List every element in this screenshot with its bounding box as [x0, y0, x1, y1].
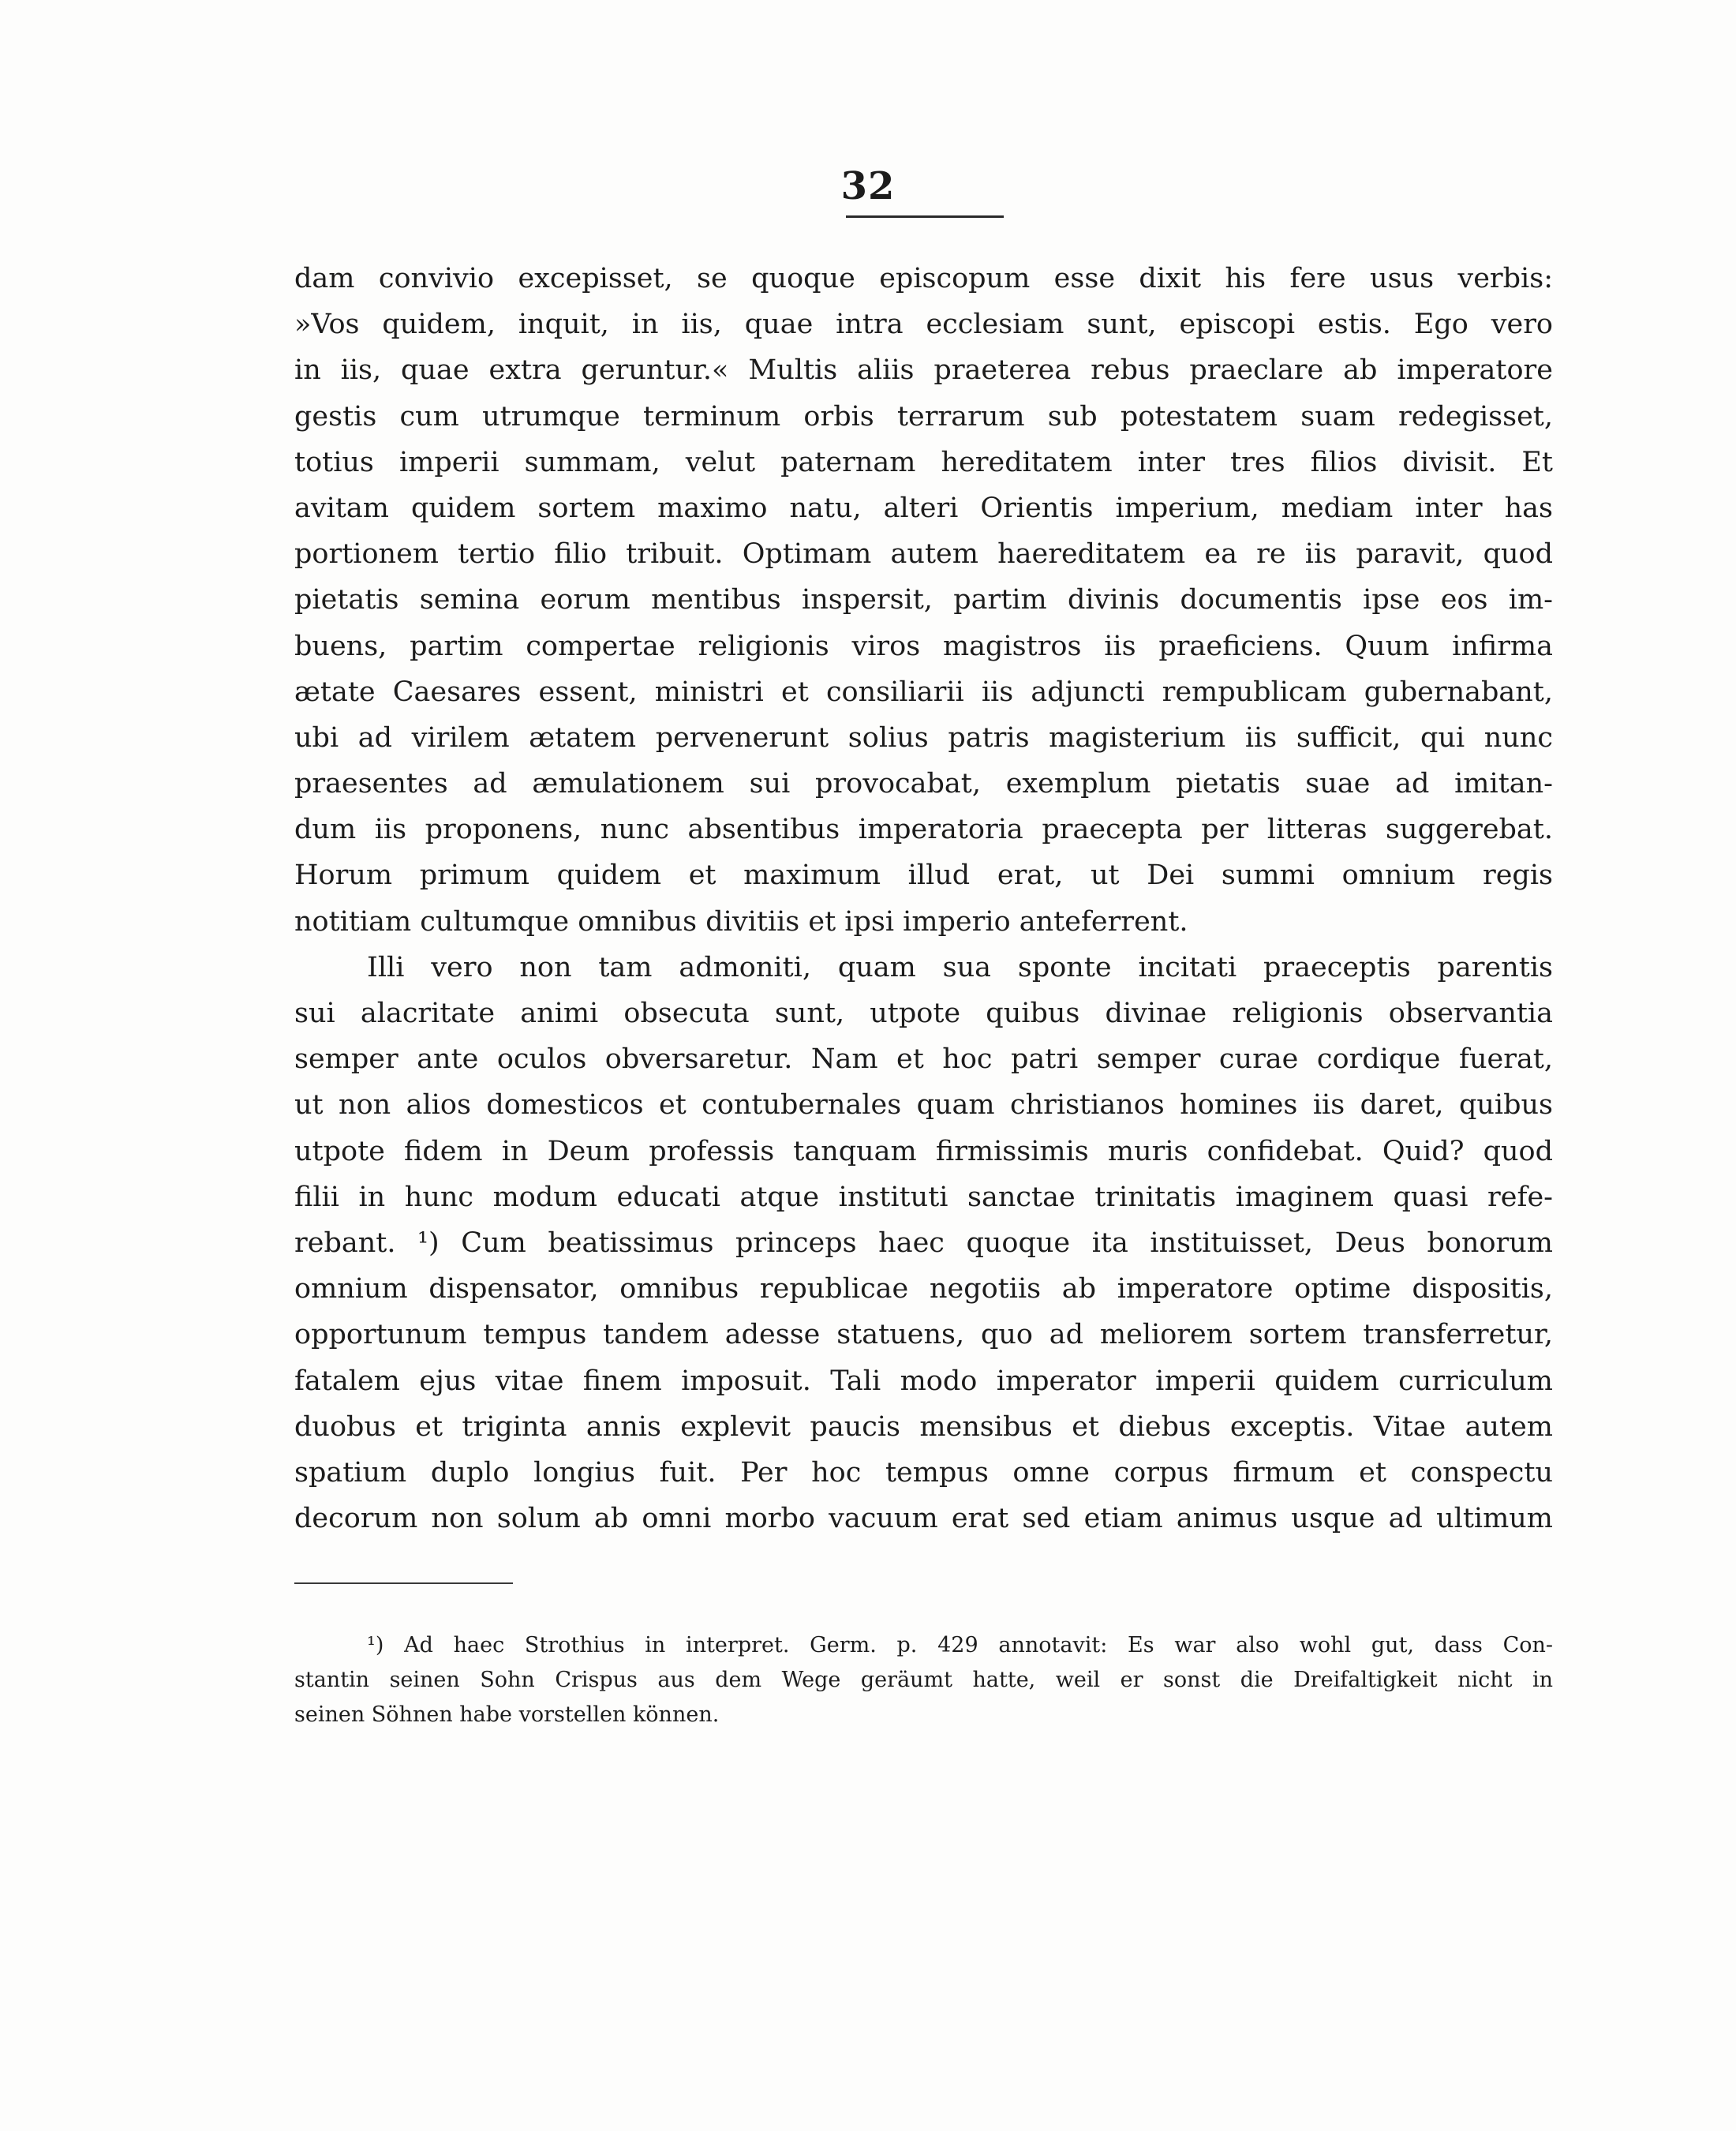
footnote-line: stantin seinen Sohn Crispus aus dem Wege geräumt hatte, weil er sonst die Dreifaltigkeit nicht in: [294, 1668, 1553, 1692]
text-line: dum iis proponens, nunc absentibus imperatoria praecepta per litteras suggerebat.: [294, 814, 1553, 846]
text-line: fatalem ejus vitae finem imposuit. Tali modo imperator imperii quidem curriculum: [294, 1365, 1553, 1397]
text-line: buens, partim compertae religionis viros magistros iis praeficiens. Quum infirma: [294, 630, 1553, 662]
footnote-rule: [294, 1582, 513, 1584]
text-line: Horum primum quidem et maximum illud erat, ut Dei summi omnium regis: [294, 860, 1553, 892]
text-line: semper ante oculos obversaretur. Nam et hoc patri semper curae cordique fuerat,: [294, 1043, 1553, 1076]
text-line: gestis cum utrumque terminum orbis terrarum sub potestatem suam redegisset,: [294, 400, 1553, 433]
text-line: ætate Caesares essent, ministri et consiliarii iis adjuncti rempublicam gubernabant,: [294, 676, 1553, 708]
text-line: dam convivio excepisset, se quoque episcopum esse dixit his fere usus verbis:: [294, 263, 1553, 294]
text-line: avitam quidem sortem maximo natu, alteri Orientis imperium, mediam inter has: [294, 492, 1553, 524]
text-line: opportunum tempus tandem adesse statuens, quo ad meliorem sortem transferretur,: [294, 1319, 1553, 1351]
text-line: notitiam cultumque omnibus divitiis et ipsi imperio anteferrent.: [294, 905, 1188, 938]
text-line: sui alacritate animi obsecuta sunt, utpote quibus divinae religionis observantia: [294, 998, 1553, 1029]
text-line: ubi ad virilem ætatem pervenerunt solius patris magisterium iis sufficit, qui nunc: [294, 721, 1553, 754]
text-line: decorum non solum ab omni morbo vacuum erat sed etiam animus usque ad ultimum: [294, 1503, 1553, 1535]
text-line: utpote fidem in Deum professis tanquam firmissimis muris confidebat. Quid? quod: [294, 1135, 1553, 1167]
text-line: Illi vero non tam admoniti, quam sua sponte incitati praeceptis parentis: [367, 951, 1553, 983]
text-line: portionem tertio filio tribuit. Optimam autem haereditatem ea re iis paravit, quod: [294, 538, 1553, 571]
text-line: »Vos quidem, inquit, in iis, quae intra ecclesiam sunt, episcopi estis. Ego vero: [294, 309, 1553, 341]
text-line: pietatis semina eorum mentibus inspersit, partim divinis documentis ipse eos im-: [294, 584, 1553, 616]
page-number: 32: [840, 164, 896, 208]
main-text: [294, 256, 1553, 1541]
text-line: praesentes ad æmulationem sui provocabat, exemplum pietatis suae ad imitan-: [294, 768, 1553, 800]
footnote: [294, 1628, 1553, 1732]
text-line: spatium duplo longius fuit. Per hoc tempus omne corpus firmum et conspectu: [294, 1456, 1553, 1489]
header-rule: [846, 215, 1004, 218]
footnote-line: seinen Söhnen habe vorstellen können.: [294, 1702, 720, 1727]
text-line: in iis, quae extra geruntur.« Multis aliis praeterea rebus praeclare ab imperatore: [294, 354, 1553, 387]
text-line: rebant. ¹) Cum beatissimus princeps haec quoque ita instituisset, Deus bonorum: [294, 1227, 1553, 1259]
text-line: filii in hunc modum educati atque instituti sanctae trinitatis imaginem quasi refe-: [294, 1181, 1553, 1213]
text-line: totius imperii summam, velut paternam hereditatem inter tres filios divisit. Et: [294, 446, 1553, 478]
text-line: ut non alios domesticos et contubernales quam christianos homines iis daret, quibus: [294, 1089, 1553, 1122]
text-line: duobus et triginta annis explevit paucis mensibus et diebus exceptis. Vitae autem: [294, 1410, 1553, 1443]
footnote-line: ¹) Ad haec Strothius in interpret. Germ. p. 429 annotavit: Es war also wohl gut, dass Con-: [367, 1633, 1553, 1657]
text-line: omnium dispensator, omnibus republicae negotiis ab imperatore optime dispositis,: [294, 1273, 1553, 1305]
